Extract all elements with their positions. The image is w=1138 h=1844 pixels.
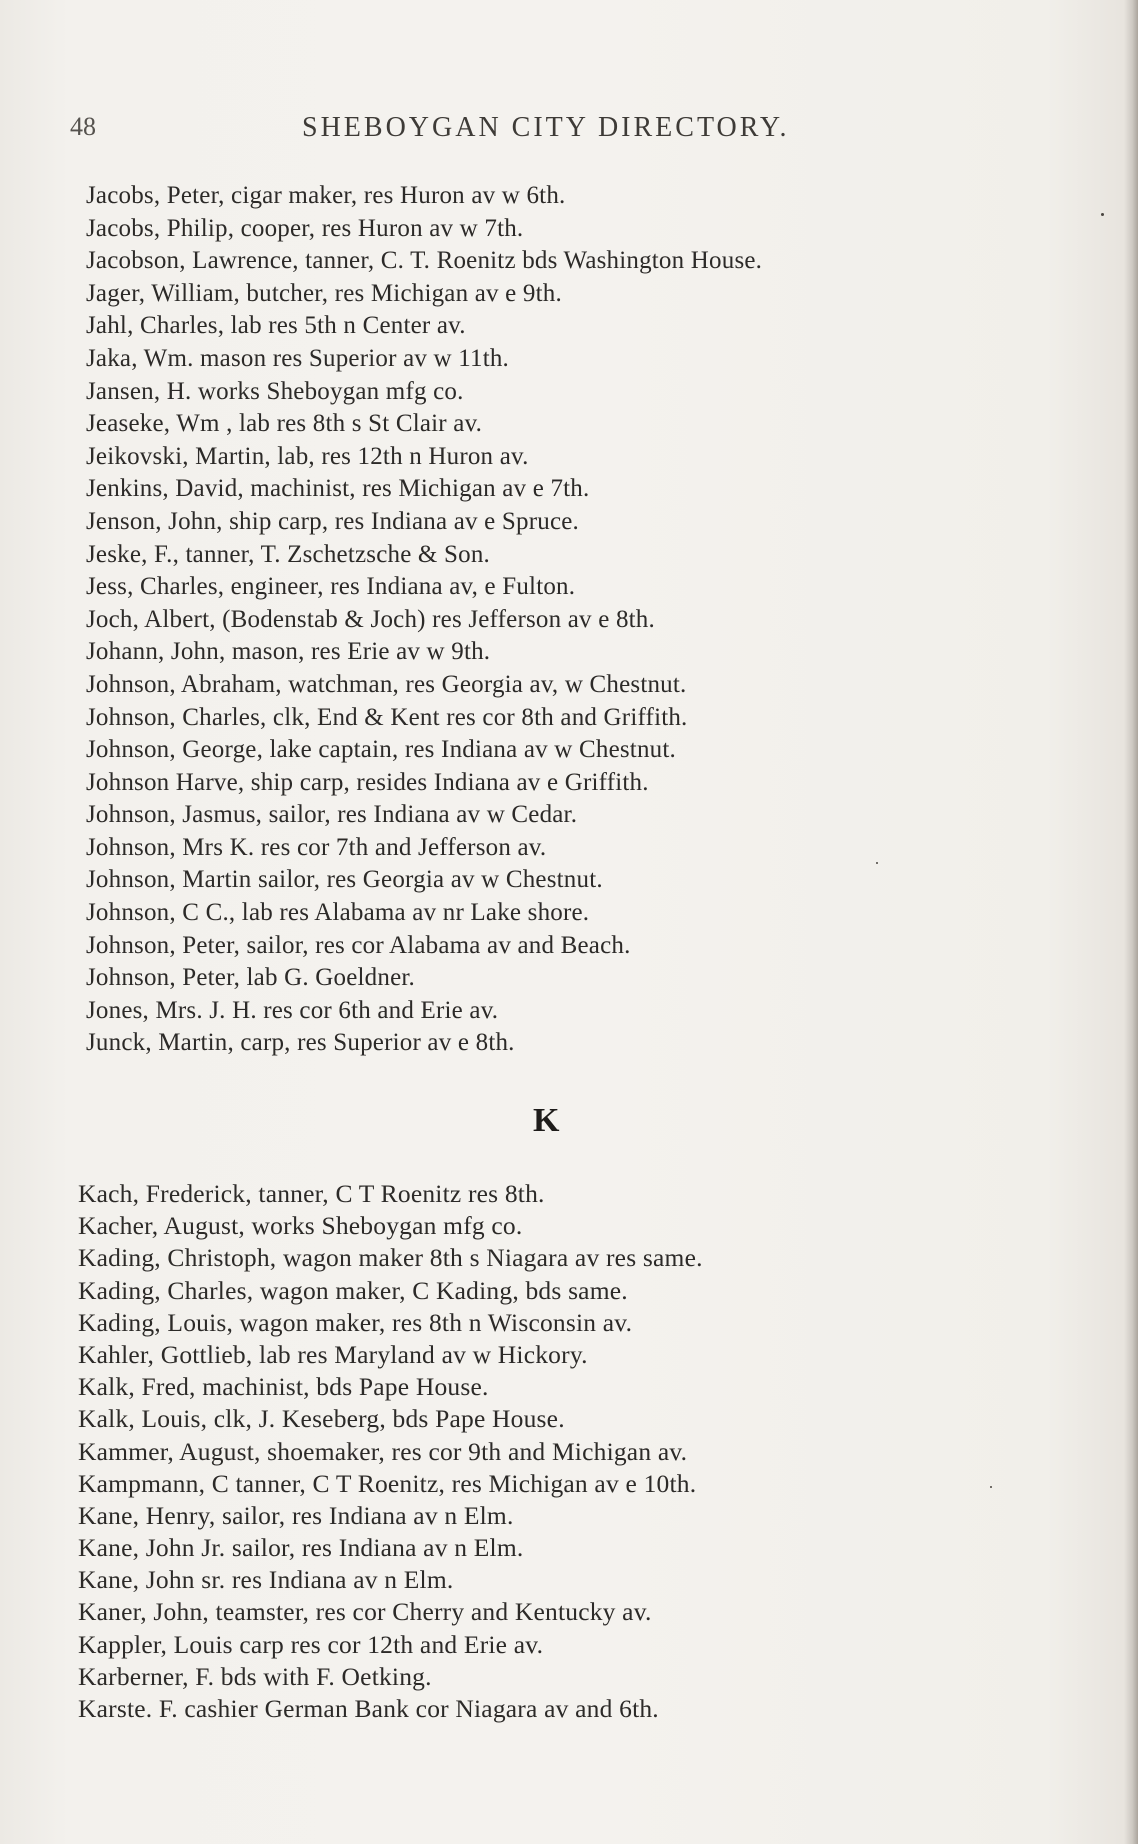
- directory-entry: Jacobs, Philip, cooper, res Huron av w 7th.: [86, 214, 524, 242]
- directory-entry: Johnson, Peter, sailor, res cor Alabama av and Beach.: [86, 931, 631, 959]
- directory-entry: Kading, Charles, wagon maker, C Kading, bds same.: [78, 1275, 628, 1305]
- directory-entry: Jess, Charles, engineer, res Indiana av, e Fulton.: [86, 573, 576, 601]
- directory-entry: Kading, Christoph, wagon maker 8th s Niagara av res same.: [78, 1243, 703, 1273]
- directory-entry: Karste. F. cashier German Bank cor Niagara av and 6th.: [78, 1694, 659, 1723]
- directory-entry: Jones, Mrs. J. H. res cor 6th and Erie av.: [86, 996, 499, 1024]
- directory-entry: Jenkins, David, machinist, res Michigan av e 7th.: [86, 475, 590, 503]
- directory-entry: Karberner, F. bds with F. Oetking.: [78, 1661, 432, 1691]
- directory-entry: Johnson, C C., lab res Alabama av nr Lake shore.: [86, 899, 590, 927]
- directory-entry: Jager, William, butcher, res Michigan av e 9th.: [86, 279, 562, 307]
- directory-entry: Jeikovski, Martin, lab, res 12th n Huron av.: [86, 442, 529, 470]
- directory-entry: Johnson, Charles, clk, End & Kent res cor 8th and Griffith.: [86, 703, 688, 731]
- directory-entry: Kahler, Gottlieb, lab res Maryland av w Hickory.: [78, 1339, 588, 1369]
- page-number: 48: [70, 112, 96, 141]
- directory-entry: Kappler, Louis carp res cor 12th and Erie av.: [78, 1629, 544, 1659]
- directory-entry: Johnson, Mrs K. res cor 7th and Jefferson av.: [86, 833, 547, 861]
- directory-entry: Jacobson, Lawrence, tanner, C. T. Roenitz bds Washington House.: [86, 247, 763, 275]
- directory-entry: Joch, Albert, (Bodenstab & Joch) res Jefferson av e 8th.: [86, 605, 655, 633]
- directory-entry: Johnson, Abraham, watchman, res Georgia av, w Chestnut.: [86, 670, 687, 698]
- section-letter-heading: K: [533, 1102, 561, 1139]
- directory-entry: Jacobs, Peter, cigar maker, res Huron av w 6th.: [86, 182, 566, 209]
- directory-entry: Johnson, Martin sailor, res Georgia av w Chestnut.: [86, 866, 603, 894]
- section-k-entries: [78, 1178, 1138, 1725]
- directory-entry: Kammer, August, shoemaker, res cor 9th and Michigan av.: [78, 1436, 688, 1466]
- directory-entry: Junck, Martin, carp, res Superior av e 8th.: [86, 1029, 515, 1057]
- page-header: [70, 112, 990, 152]
- directory-entry: Kane, Henry, sailor, res Indiana av n Elm.: [78, 1500, 514, 1530]
- directory-entry: Kacher, August, works Sheboygan mfg co.: [78, 1211, 523, 1241]
- directory-entry: Johnson Harve, ship carp, resides Indiana av e Griffith.: [86, 768, 649, 796]
- directory-entry: Kach, Frederick, tanner, C T Roenitz res 8th.: [78, 1179, 545, 1208]
- directory-entry: Johann, John, mason, res Erie av w 9th.: [86, 638, 491, 666]
- directory-entry: Kaner, John, teamster, res cor Cherry and Kentucky av.: [78, 1597, 652, 1627]
- directory-entry: Kalk, Louis, clk, J. Keseberg, bds Pape House.: [78, 1404, 565, 1434]
- directory-entry: Kampmann, C tanner, C T Roenitz, res Michigan av e 10th.: [78, 1468, 697, 1498]
- ink-speck: [1101, 213, 1104, 216]
- ink-speck: [990, 1486, 992, 1488]
- directory-entry: Johnson, George, lake captain, res Indiana av w Chestnut.: [86, 736, 676, 764]
- directory-entry: Johnson, Jasmus, sailor, res Indiana av w Cedar.: [86, 801, 578, 829]
- directory-entry: Jeske, F., tanner, T. Zschetzsche & Son.: [86, 540, 490, 568]
- directory-entry: Johnson, Peter, lab G. Goeldner.: [86, 964, 415, 992]
- directory-entry: Jaka, Wm. mason res Superior av w 11th.: [86, 344, 509, 372]
- directory-entry: Kane, John sr. res Indiana av n Elm.: [78, 1565, 454, 1595]
- ink-speck: [876, 862, 878, 864]
- directory-entry: Jahl, Charles, lab res 5th n Center av.: [86, 312, 466, 340]
- directory-entry: Kading, Louis, wagon maker, res 8th n Wisconsin av.: [78, 1307, 633, 1337]
- directory-entry: Jenson, John, ship carp, res Indiana av e Spruce.: [86, 507, 580, 535]
- directory-entry: Jansen, H. works Sheboygan mfg co.: [86, 377, 464, 405]
- directory-entry: Kalk, Fred, machinist, bds Pape House.: [78, 1372, 489, 1402]
- directory-entry: Jeaseke, Wm , lab res 8th s St Clair av.: [86, 410, 483, 438]
- directory-entry: Kane, John Jr. sailor, res Indiana av n Elm.: [78, 1533, 524, 1563]
- running-title: SHEBOYGAN CITY DIRECTORY.: [302, 112, 790, 143]
- section-j-entries: [86, 180, 1138, 1060]
